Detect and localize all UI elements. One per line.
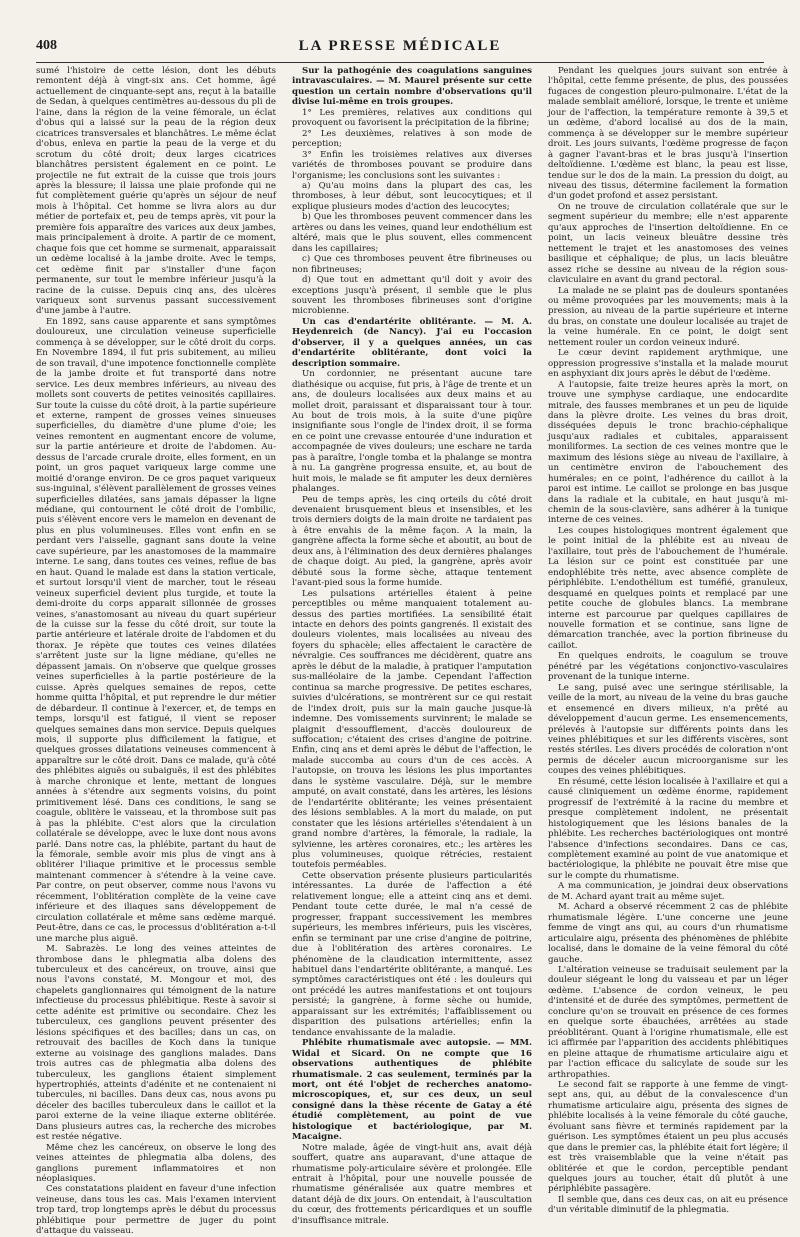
paragraph: Pendant les quelques jours suivant son entrée à l'hôpital, cette femme présente, de plus, des poussées fugaces de congestion pleuro-pulmonaire. L'état de la malade semblait amélioré, lorsque, le trente et unième jour de l'affection, la température remonte à 39,5 et un œdème, d'abord localisé au dos de la main, commença à se développer sur le membre supérieur droit. Les jours suivants, l'œdème progresse de façon à gagner l'avant-bras et le bras jusqu'à l'insertion deltoïdienne. L'œdème est blanc, la peau est lisse, tendue sur le dos de la main. La pression du doigt, au niveau des tissus, détermine facilement la formation d'un godet profond et assez persistant. [548,66,788,202]
paragraph: A l'autopsie, faite treize heures après la mort, on trouve une symphyse cardiaque, une endocardite mitrale, des fausses membranes et un peu de liquide dans la plèvre droite. Les veines du bras droit, disséquées depuis le tronc brachio-céphalique jusqu'aux radiales et cubitales, apparaissent moniliformes. La section de ces veines montre que le maximum des lésions siège au niveau de l'axillaire, à un centimètre environ de l'abouchement des humérales; en ce point, l'adhérence du caillot à la paroi est intime. Le caillot se prolonge en bas jusque dans la radiale et la cubitale, en haut jusqu'à mi-chemin de la sous-clavière, sans adhérer à la tunique interne de ces veines. [548,379,788,526]
paragraph: M. Achard a observé récemment 2 cas de phlébite rhumatismale légère. L'une concerne une jeune femme de vingt ans qui, au cours d'un rhumatisme articulaire aigu, présenta des phénomènes de phlébite localisé, dans le domaine de la veine fémoral du côté gauche. [548,902,788,965]
paragraph: Il semble que, dans ces deux cas, on ait eu présence d'un véritable diminutif de la phlegmatia. [548,1194,788,1216]
paragraph: L'altération veineuse se traduisait seulement par la douleur siégeant le long du vaisseau et par un léger œdème. L'absence de cordon veineux, le peu d'intensité et de durée des symptômes, permettent de conclure qu'on se trouvait en présence de ces formes en quelque sorte ébauchées, arrêtées au stade préoblitérant. Quant à l'origine rhumatismale, elle est ici affirmée par l'apparition des accidents phlébitiques en pleine attaque de rhumatisme articulaire aigu et par l'action efficace du salicylate de soude sur les arthropathies. [548,964,788,1080]
paragraph: sumé l'histoire de cette lésion, dont les débuts remontent déjà à vingt-six ans. Cet homme, âgé actuellement de cinquante-sept ans, reçut à la bataille de Sedan, à quelques centimètres au-dessous du pli de l'aine, dans la région de la veine fémorale, un éclat d'obus qui a laissé sur la peau de la région deux cicatrices transversales et blanchâtres. Le même éclat d'obus, enleva en partie la peau de la verge et du scrotum du côté droit; deux larges cicatrices blanchâtres persistent également en ce point. Le projectile ne fut extrait de la cuisse que trois jours après la blessure; il laissa une plaie profonde qui ne fut complètement guérie qu'après un séjour de neuf mois à l'hôpital. Cet homme se livra alors au dur métier de portefaix et, peu de temps après, vit pour la première fois apparaître des varices aux deux jambes, mais principalement à droite. A partir de ce moment, chaque fois que cet homme se surmenait, apparaissait un œdème localisé à la jambe droite. Avec le temps, cet œdème finit par s'installer d'une façon permanente, sur tout le membre inférieur jusqu'à la racine de la cuisse. Depuis cinq ans, des ulcères variqueux sont survenus passant successivement d'une jambe à l'autre. [36,66,276,317]
paragraph: Les coupes histologiques montrent également que le point initial de la phlébite est au niveau de l'axillaire, tout près de l'abouchement de l'humérale. La lésion sur ce point est constituée par une endophlébite très nette, avec absence complète de périphlébite. L'endothélium est tuméfié, granuleux, desquamé en quelques points et remplacé par une petite couche de globules blancs. La membrane interne est parcourue par quelques capillaires de nouvelle formation et se continue, sans ligne de démarcation tranchée, avec la portion fibrineuse du caillot. [548,525,788,651]
page-number: 408 [36,38,57,53]
text-column-left [36,66,276,1237]
paragraph: La malade ne se plaint pas de douleurs spontanées ou même provoquées par les mouvements; mais à la pression, au niveau de la partie supérieure et interne du bras, on constate une douleur localisée au trajet de la veine humérale. En ce point, le doigt sent nettement rouler un cordon veineux induré. [548,285,788,348]
paragraph: Ces constatations plaident en faveur d'une infection veineuse, dans tous les cas. Mais l'examen intervient trop tard, trop longtemps après le début du processus phlébitique pour permettre de juger du point d'attaque du vaisseau. [36,1184,276,1237]
paragraph: c) Que ces thromboses peuvent être fibrineuses ou non fibrineuses; [292,254,532,275]
paragraph: Le cœur devint rapidement arythmique, une oppression progressive s'installa et la malade mourut en asphyxiant dix jours après le début de l'œdème. [548,348,788,380]
paragraph: On ne trouve de circulation collatérale que sur le segment supérieur du membre; elle n'est apparente qu'aux approches de l'insertion deltoïdienne. En ce point, un lacis veineux bleuâtre dessine très nettement le trajet et les anastomoses des veines basilique et céphalique; de plus, un lacis bleuâtre assez riche se dessine au niveau de la région sous-claviculaire en avant du grand pectoral. [548,201,788,286]
paragraph: Peu de temps après, les cinq orteils du côté droit devenaient brusquement bleus et insensibles, et les trois derniers doigts de la main droite ne tardaient pas à être envahis de la même façon. A la main, la gangrène affecta la forme sèche et aboutit, au bout de deux ans, à l'élimination des deux dernières phalanges de chaque doigt. Au pied, la gangrène, après avoir débuté sous la forme sèche, attaque tentement l'avant-pied sous la forme humide. [292,494,532,589]
section-heading-endarterite: Un cas d'endartérite oblitérante. — M. A. Heydenreich (de Nancy). J'ai eu l'occasion d'observer, il y a quelques années, un cas d'endartérite oblitérante, dont voici la description sommaire. [292,316,532,369]
paragraph: b) Que les thromboses peuvent commencer dans les artères ou dans les veines, quand leur endothélium est altéré, mais que le plus souvent, elles commencent dans les capillaires; [292,212,532,254]
text-column-middle [292,66,532,1226]
page-header [36,38,764,63]
paragraph: a) Qu'au moins dans la plupart des cas, les thromboses, à leur début, sont leucocytiques; et il explique plusieurs modes d'action des leucocytes; [292,180,532,212]
paragraph: Même chez les cancéreux, on observe le long des veines atteintes de phlegmatia alba dolens, des ganglions purement inflammatoires et non néoplasiques. [36,1142,276,1185]
paragraph: Notre malade, âgée de vingt-huit ans, avait déjà souffert, quatre ans auparavant, d'une attaque de rhumatisme poly-articulaire sévère et prolongée. Elle entrait à l'hôpital, pour une nouvelle poussée de rhumatisme généralisée aux quatre membres et datant déjà de dix jours. On entendait, à l'auscultation du cœur, des frottements péricardiques et un souffle d'insuffisance mitrale. [292,1142,532,1226]
paragraph: Cette observation présente plusieurs particularités intéressantes. La durée de l'affection a été relativement longue; elle a atteint cinq ans et demi. Pendant toute cette durée, le mal n'a cessé de progresser, frappant successivement les membres supérieurs, les membres inférieurs, puis les viscères, enfin se terminant par une crise d'angine de poitrine, due à l'oblitération des artères coronaires. Le phénomène de la claudication intermittente, assez habituel dans l'endartérite oblitérante, a manqué. Les symptômes caractéristiques ont été : les douleurs qui ont précédé les autres manifestations et ont toujours persisté; la gangrène, à forme sèche ou humide, apparaissant sur les extrémités; l'affaiblissement ou disparition des pulsations artérielles; enfin la tendance envahissante de la maladie. [292,870,532,1038]
text-column-right [548,66,788,1216]
paragraph: En 1892, sans cause apparente et sans symptômes douloureux, une circulation veineuse superficielle commença à se développer, sur le côté droit du corps. En Novembre 1894, il fut pris subitement, au milieu de son travail, d'une impotence fonctionnelle complète de la jambe droite et fut transporté dans notre service. Les deux membres inférieurs, au niveau des mollets sont couverts de petites veinosités capillaires. Sur toute la cuisse du côté droit, à la partie supérieure et externe, rampent de grosses veines sinueuses superficielles, du diamètre d'une plume d'oie; les veines remontent en augmentant encore de volume, sur la partie antérieure et droite de l'abdomen. Au-dessus de l'arcade crurale droite, elles forment, en un point, un gros paquet variqueux large comme une moitié d'orange environ. De ce gros paquet variqueux sus-inguinal, s'élèvent parallèlement de grosses veines superficielles dilatées, sans jamais dépasser la ligne médiane, qui contournent le côté droit de l'ombilic, puis s'élèvent encore vers le mamelon en devenant de plus en plus volumineuses. Elles vont enfin en se perdant vers l'aisselle, gagnant sans doute la veine cave supérieure, par les anastomoses de la mammaire interne. Le sang, dans toutes ces veines, reflue de bas en haut. Quand le malade est dans la station verticale, et surtout lorsqu'il vient de marcher, tout le réseau veineux superficiel devient plus turgide, et toute la demi-droite du corps apparait sillonnée de grosses veines, s'anastomosant au niveau du quart supérieur de la cuisse sur la fesse du côté droit, sur toute la partie antérieure et latérale droite de l'abdomen et du thorax. Je répète que toutes ces veines dilatées s'arrêtent juste sur la ligne médiane, qu'elles ne dépassent jamais. On n'observe que quelque grosses veines superficielles à la partie postérieure de la cuisse. Après quelques semaines de repos, cette homme quitta l'hôpital, et put reprendre le dur métier de débardeur. Il continue à l'exercer, et, de temps en temps, lorsqu'il est fatigué, il vient se reposer quelques semaines dans mon service. Depuis quelques mois, il supporte plus difficilement la fatigue, et quelques grosses dilatations veineuses commencent à apparaître sur le côté droit. Dans ce malade, qu'à côté des phlébites aiguës ou subaiguës, il est des phlébites à marche chronique et lente, mettant de longues années à s'étendre aux segments voisins, du point primitivement lésé. Dans ces conditions, le sang se coagule, oblitère le vaisseau, et la thrombose suit pas à pas la phlébite. C'est alors que la circulation collatérale se développe, avec le luxe dont nous avons parlé. Dans notre cas, la phlébite, partant du haut de la fémorale, semble avoir mis plus de vingt ans à oblitérer l'iliaque primitive et le processus semble maintenant commencer à s'étendre à la veine cave. Par contre, on peut observer, comme nous l'avons vu récemment, l'oblitération complète de la veine cave inférieure et des iliaques sans développement de circulation collatérale et même sans œdème marqué. Peut-être, dans ce cas, le processus d'oblitération a-t-il une marche plus aiguë. [36,316,276,944]
paragraph: 1° Les premières, relatives aux conditions qui provoquent ou favorisent la précipitation de la fibrine; [292,107,532,129]
paragraph: Le sang, puisé avec une seringue stérilisable, la veille de la mort, au niveau de la veine du bras gauche et ensemencé en divers milieux, n'a prêté au développement d'aucun germe. Les ensemencements, prélevés à l'autopsie sur différents points dans les veines phlébitiques et sur les différents viscères, sont restés stériles. Les divers procédés de coloration n'ont permis de déceler aucun microorganisme sur les coupes des veines phlébitiques. [548,682,788,777]
paragraph: A ma communication, je joindrai deux observations de M. Achard ayant trait au même sujet. [548,881,788,902]
section-heading-phlebite: Phlébite rhumatismale avec autopsie. — MM. Widal et Sicard. On ne compte que 16 observations authentiques de phlébite rhumatismale. 2 cas seulement, terminés par la mort, ont été l'objet de recherches anatomo-microscopiques, et, sur ces deux, un seul consigné dans la thèse récente de Gatay a été étudié complètement, au point de vue histologique et bactériologique, par M. Macaigne. [292,1038,532,1143]
paragraph: 2° Les deuxièmes, relatives à son mode de perception; [292,128,532,150]
paragraph: Les pulsations artérielles étaient à peine perceptibles ou même manquaient totalement au-dessus des parties mortifiées. La sensibilité était intacte en dehors des points gangrenés. Il existait des douleurs violentes, mais localisées au niveau des foyers du sphacèle; elles affectaient le caractère de névralgie. Ces souffrances me décidèrent, quatre ans après le début de la maladie, à pratiquer l'amputation sus-malléolaire de la jambe. Cependant l'affection continua sa marche progressive. De petites eschares, suivies d'ulcérations, se montrèrent sur ce qui restait de l'index droit, puis sur la main gauche jusque-là indemne. Des vomissements survinrent; le malade se plaignit d'essoufflement, d'accès douloureux de suffocation; c'étaient des crises d'angine de poitrine. Enfin, cinq ans et demi après le début de l'affection, le malade succomba au cours d'un de ces accès. A l'autopsie, on trouva les lésions les plus importantes dans le système vasculaire. Déjà, sur le membre amputé, on avait constaté, dans les artères, les lésions de l'endartérite oblitérante; les veines présentaient des lésions semblables. A la mort du malade, on put constater que les lésions artérielles s'étendaient à un grand nombre d'artères, la fémorale, la radiale, la sylvienne, les artères coronaires, etc.; les artères les plus volumineuses, quoique rétrécies, restaient toutefois perméables. [292,588,532,871]
paragraph: d) Que tout en admettant qu'il doit y avoir des exceptions jusqu'à présent, il semble que le plus souvent les thromboses fibrineuses sont d'origine microbienne. [292,275,532,317]
paragraph: En résumé, cette lésion localisée à l'axillaire et qui a causé cliniquement un œdème énorme, rapidement progressif de l'extrémité à la racine du membre et presque complètement indolent, ne présentait histologiquement que les lésions banales de la phlébite. Les recherches bactériologiques ont montré l'absence d'infections secondaires. Dans ce cas, complètement examiné au point de vue anatomique et bactériologique, la phlébite ne pouvait être mise que sur le compte du rhumatisme. [548,776,788,881]
section-heading-coagulation: Sur la pathogénie des coagulations sanguines intravasculaires. — M. Maurel présente sur cette question un certain nombre d'observations qu'il divise lui-même en trois groupes. [292,66,532,108]
paragraph: Le second fait se rapporte à une femme de vingt-sept ans, qui, au début de la convalescence d'un rhumatisme articulaire aigu, présenta des signes de phlébite localisés à la veine fémorale du côté gauche, évoluant sans fièvre et terminés rapidement par la guérison. Les symptômes étaient un peu plus accusés que dans le premier cas, la phlébite était fort légère; il est très vraisemblable que la veine n'était pas oblitérée et que le cordon, perceptible pendant quelques jours au toucher, était dû plutôt à une périphlébite passagère. [548,1079,788,1195]
paragraph: M. Sabrazès. Le long des veines atteintes de thrombose dans le phlegmatia alba dolens des tuberculeux et des cancéreux, on trouve, ainsi que nous l'avons constaté, M. Mongour et moi, des chapelets ganglionnaires qui témoignent de la nature infectieuse du processus phlébitique. Reste à savoir si cette adénite est primitive ou secondaire. Chez les tuberculeux, ces ganglions peuvent présenter des lésions spécifiques et des bacilles; dans un cas, on retrouvait des bacilles de Koch dans la tunique externe au voisinage des ganglions malades. Dans trois autres cas de phlegmatia alba dolens des tuberculeux, les ganglions étaient simplement hypertrophiés, atteints d'adénite et ne contenaient ni tubercules, ni bacilles. Dans deux cas, nous avons pu déceler des bacilles tuberculeux dans le caillot et la paroi externe de la veine iliaque externe oblitérée. Dans plusieurs autres cas, la recherche des microbes est restée négative. [36,944,276,1143]
paragraph: 3° Enfin les troisièmes relatives aux diverses variétés de thromboses pouvant se produire dans l'organisme; les conclusions sont les suivantes : [292,149,532,181]
journal-title: LA PRESSE MÉDICALE [298,38,502,54]
paragraph: En quelques endroits, le coagulum se trouve pénétré par les végétations conjonctivo-vasculaires provenant de la tunique interne. [548,651,788,683]
paragraph: Un cordonnier, ne présentant aucune tare diathésique ou acquise, fut pris, à l'âge de trente et un ans, de douleurs localisées aux deux mains et au mollet droit, paraissant et disparaissant tour à tour. Au bout de trois mois, à la suite d'une piqûre insignifiante sous l'ongle de l'index droit, il se forma en ce point une crevasse entourée d'une induration et accompagnée de vives douleurs; une eschare ne tarda pas à paraître, l'ongle tomba et la phalange se montra à nu. La gangrène progressa ensuite, et, au bout de huit mois, le malade se fit amputer les deux dernières phalanges. [292,369,532,495]
